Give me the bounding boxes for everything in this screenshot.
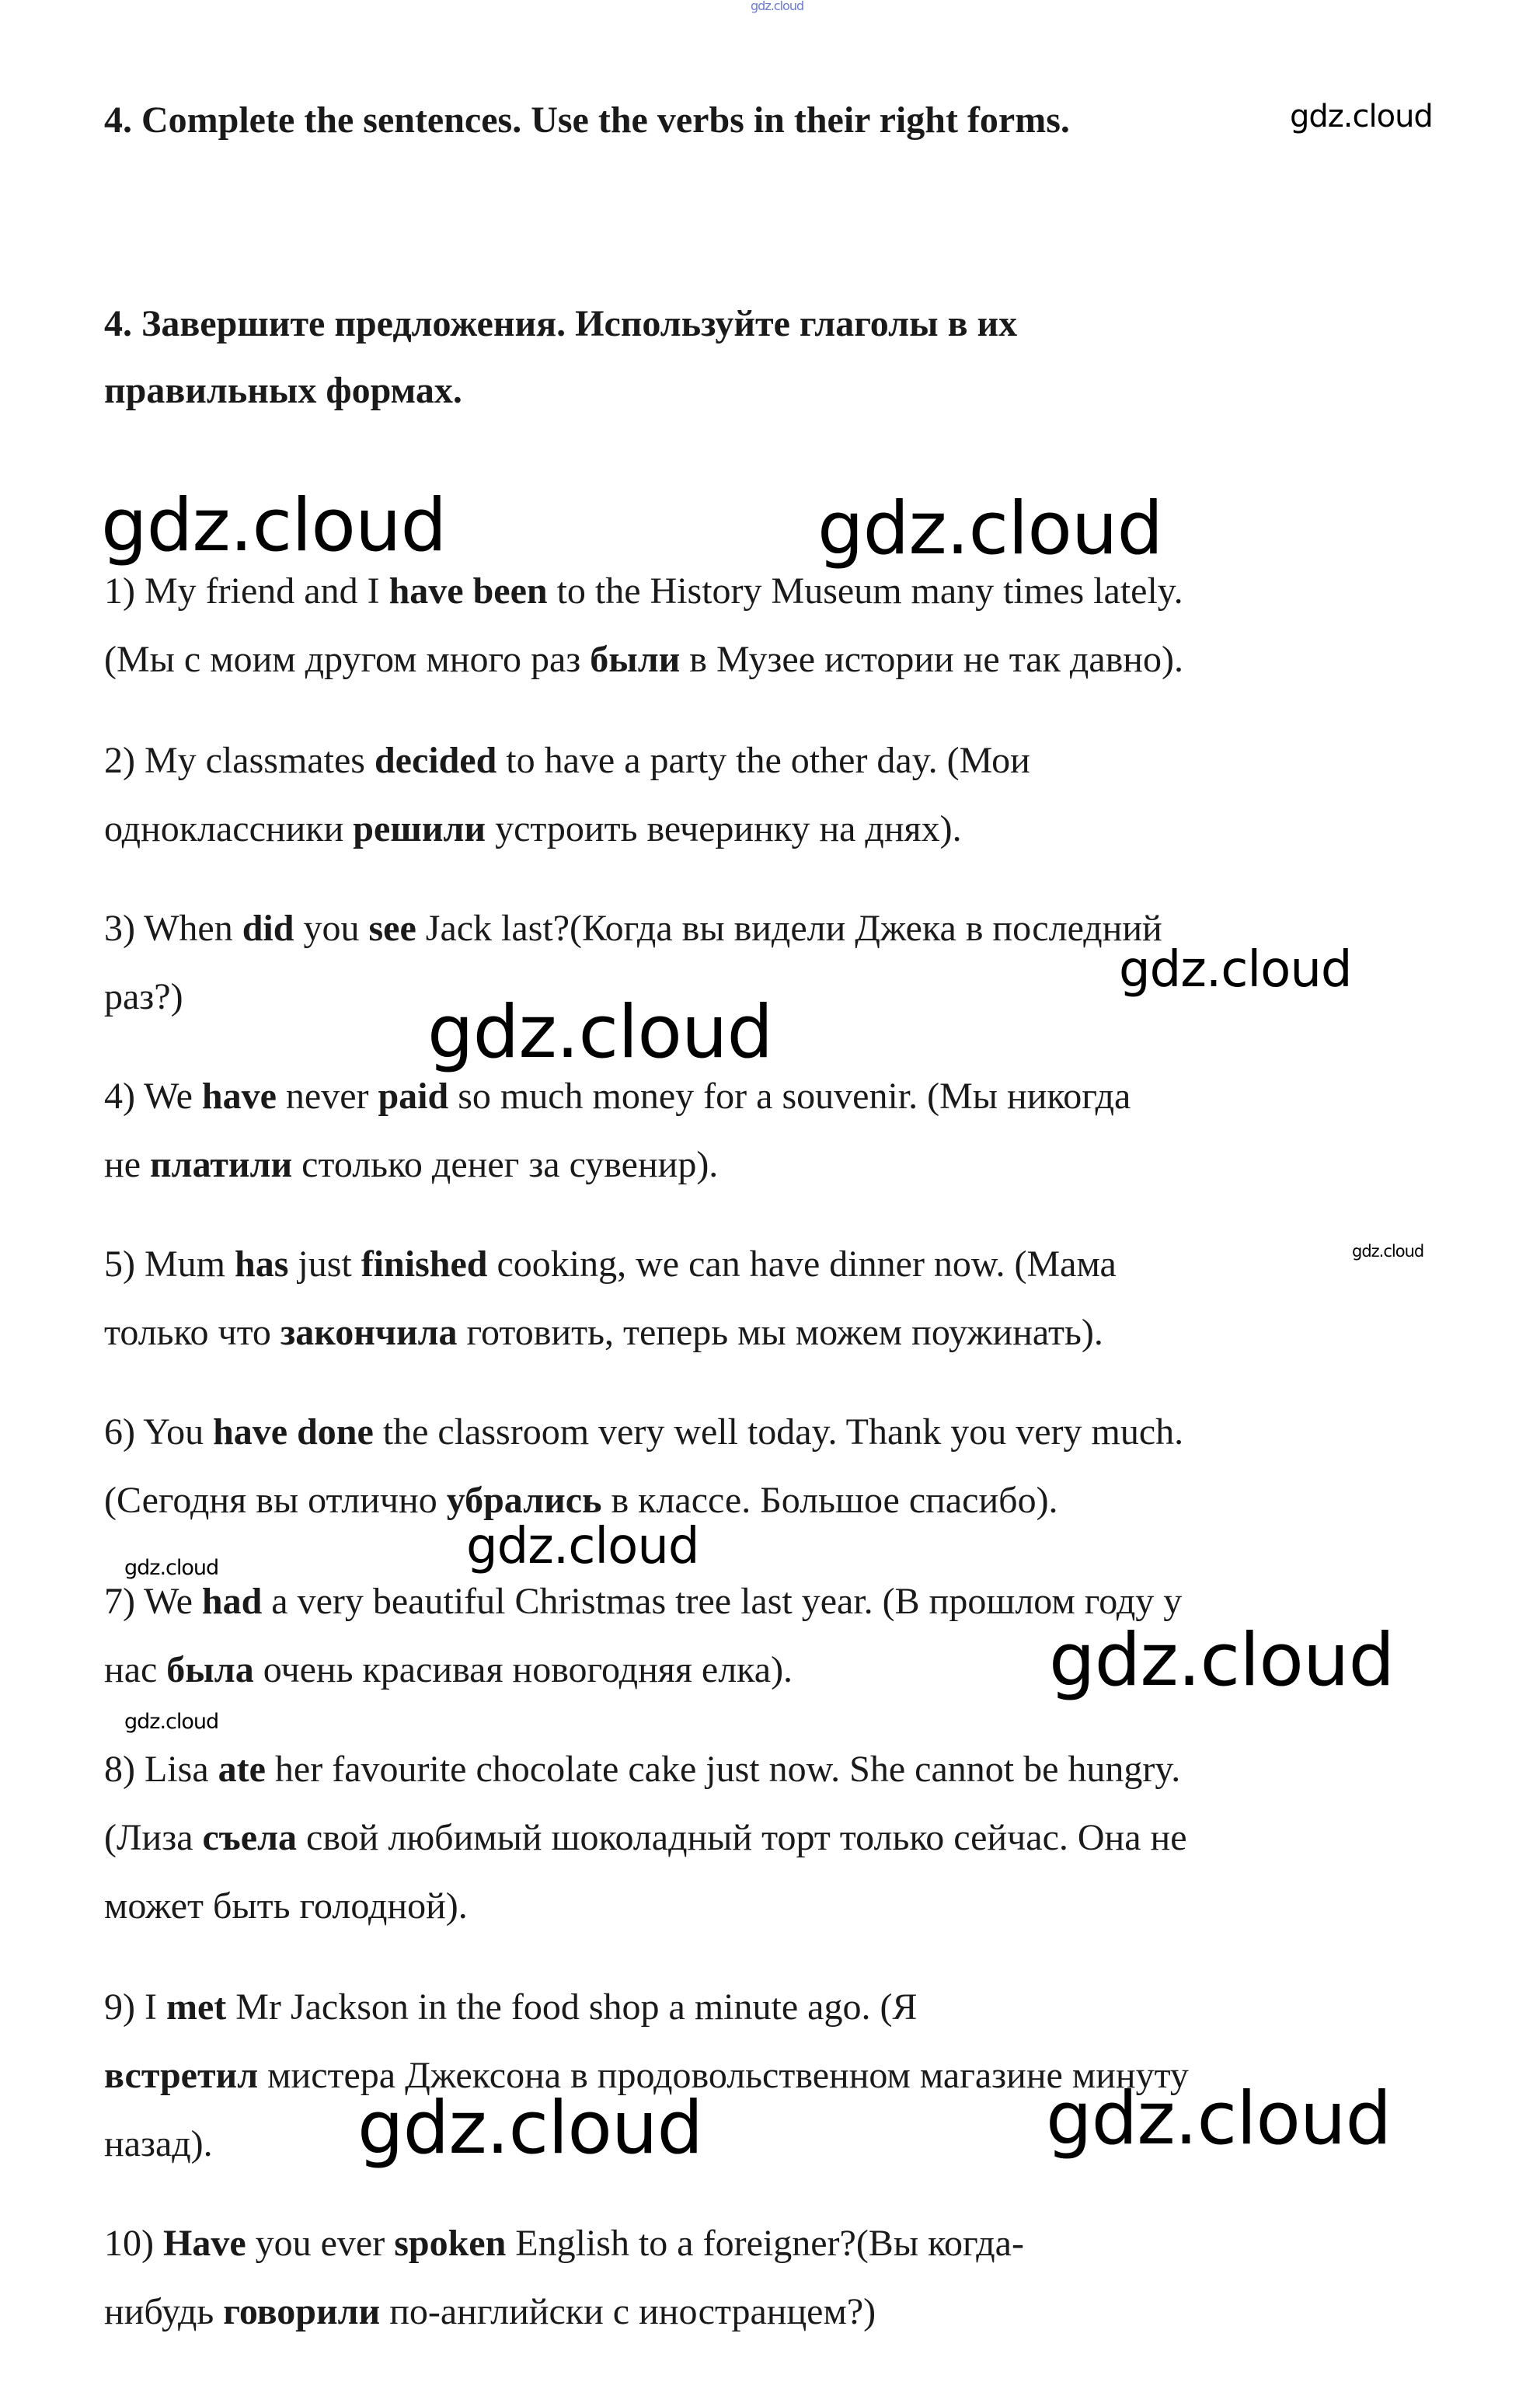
answer-9-line-1 [104,1985,917,2030]
answer-6-line-2 [104,1478,1058,1523]
answer-7-line-2 [104,1648,793,1693]
answer-verb: did [242,908,294,949]
answer-3-line-2 [104,975,183,1020]
answer-text: в классе. Большое спасибо). [601,1480,1058,1521]
answer-6-line-1 [104,1410,1183,1455]
answer-verb: decided [374,740,497,781]
answer-text: 3) When [104,908,242,949]
answer-10-line-1 [104,2221,1024,2266]
answer-text: Mr Jackson in the food shop a minute ago. (Я [226,1986,918,2028]
watermark: gdz.cloud [427,990,773,1075]
answer-text: you ever [246,2223,395,2264]
watermark: gdz.cloud [101,483,447,568]
answer-text: (Мы с моим другом много раз [104,639,591,680]
answer-text: 1) My friend and I [104,570,389,612]
watermark-top: gdz.cloud [751,0,804,13]
answer-text: столько денег за сувенир). [292,1144,719,1185]
answer-2-line-2 [104,807,962,852]
answer-verb: встретил [104,2055,259,2096]
answer-8-line-2 [104,1815,1187,1861]
watermark: gdz.cloud [1352,1242,1424,1261]
answer-5-line-1 [104,1242,1117,1287]
watermark: gdz.cloud [817,487,1163,571]
task-heading-ru-line-1: 4. Завершите предложения. Используйте глаголы в их [104,303,1018,344]
answer-text: только что [104,1312,280,1353]
answer-verb: finished [361,1243,488,1285]
answer-text: 6) You [104,1411,214,1453]
answer-text: раз?) [104,976,183,1017]
answer-text: очень красивая новогодняя елка). [253,1649,793,1690]
answer-text: 10) [104,2223,163,2264]
watermark: gdz.cloud [1046,2077,1392,2161]
answer-verb: были [590,639,681,680]
answer-9-line-3 [104,2122,213,2167]
answer-text: мистера Джексона в продовольственном магазине минуту [258,2055,1189,2096]
answer-text: свой любимый шоколадный торт только сейчас. Она не [297,1817,1187,1858]
answer-text: you [294,908,369,949]
answer-8-line-3 [104,1884,468,1929]
answer-4-line-2 [104,1142,718,1188]
answer-verb: Have [162,2223,246,2264]
answer-verb: see [368,908,416,949]
answer-text: 5) Mum [104,1243,235,1285]
answer-1-line-1 [104,569,1183,614]
answer-verb: has [235,1243,289,1285]
answer-text: to the History Museum many times lately. [547,570,1183,612]
watermark: gdz.cloud [1290,99,1433,134]
answer-verb: говорили [223,2291,381,2332]
answer-verb: съела [202,1817,298,1858]
answer-text: her favourite chocolate cake just now. She cannot be hungry. [265,1749,1181,1790]
answer-4-line-1 [104,1074,1131,1119]
answer-verb: убрались [446,1480,602,1521]
answer-text: (Лиза [104,1817,203,1858]
answer-verb: решили [353,808,486,849]
answer-text: never [276,1076,378,1117]
answer-text: a very beautiful Christmas tree last year. (В прошлом году у [262,1581,1183,1622]
watermark: gdz.cloud [124,1710,219,1734]
watermark: gdz.cloud [1049,1618,1395,1703]
answer-text: (Сегодня вы отлично [104,1480,447,1521]
watermark: gdz.cloud [466,1518,699,1575]
answer-1-line-2 [104,637,1183,682]
answer-verb: ate [218,1749,266,1790]
answer-verb: spoken [394,2223,507,2264]
answer-text: не [104,1144,150,1185]
answer-text: 7) We [104,1581,202,1622]
answer-5-line-2 [104,1310,1103,1355]
answer-text: устроить вечеринку на днях). [486,808,962,849]
answer-verb: have [201,1076,277,1117]
answer-verb: have done [213,1411,374,1453]
answer-verb: платили [150,1144,293,1185]
answer-text: the classroom very well today. Thank you very much. [373,1411,1184,1453]
answer-verb: met [165,1986,227,2028]
answer-text: 4) We [104,1076,202,1117]
answer-2-line-1 [104,738,1030,783]
answer-text: Jack last?(Когда вы видели Джека в последний [416,908,1162,949]
watermark: gdz.cloud [357,2086,703,2171]
answer-text: cooking, we can have dinner now. (Мама [487,1243,1117,1285]
answer-verb: paid [378,1076,449,1117]
answer-verb: закончила [280,1312,458,1353]
answer-text: just [288,1243,361,1285]
answer-text: 2) My classmates [104,740,375,781]
answer-text: одноклассники [104,808,354,849]
answer-verb: have been [388,570,548,612]
answer-7-line-1 [104,1579,1182,1624]
answer-text: в Музее истории не так давно). [680,639,1183,680]
answer-text: по-английски с иностранцем?) [380,2291,876,2332]
answer-text: назад). [104,2123,213,2164]
answer-text: so much money for a souvenir. (Мы никогда [448,1076,1131,1117]
answer-text: English to a foreigner?(Вы когда- [506,2223,1024,2264]
answer-text: готовить, теперь мы можем поужинать). [457,1312,1103,1353]
answer-text: to have a party the other day. (Мои [496,740,1030,781]
answer-10-line-2 [104,2290,876,2335]
watermark: gdz.cloud [1119,941,1352,999]
answer-text: может быть голодной). [104,1885,468,1927]
task-heading-en: 4. Complete the sentences. Use the verbs in their right forms. [104,99,1070,141]
answer-verb: была [166,1649,254,1690]
answer-text: 8) Lisa [104,1749,218,1790]
answer-3-line-1 [104,906,1162,951]
answer-8-line-1 [104,1747,1180,1792]
task-heading-ru-line-2: правильных формах. [104,370,462,411]
answer-text: нас [104,1649,167,1690]
answer-verb: had [201,1581,263,1622]
answer-text: нибудь [104,2291,224,2332]
answer-text: 9) I [104,1986,166,2028]
watermark: gdz.cloud [124,1556,219,1580]
